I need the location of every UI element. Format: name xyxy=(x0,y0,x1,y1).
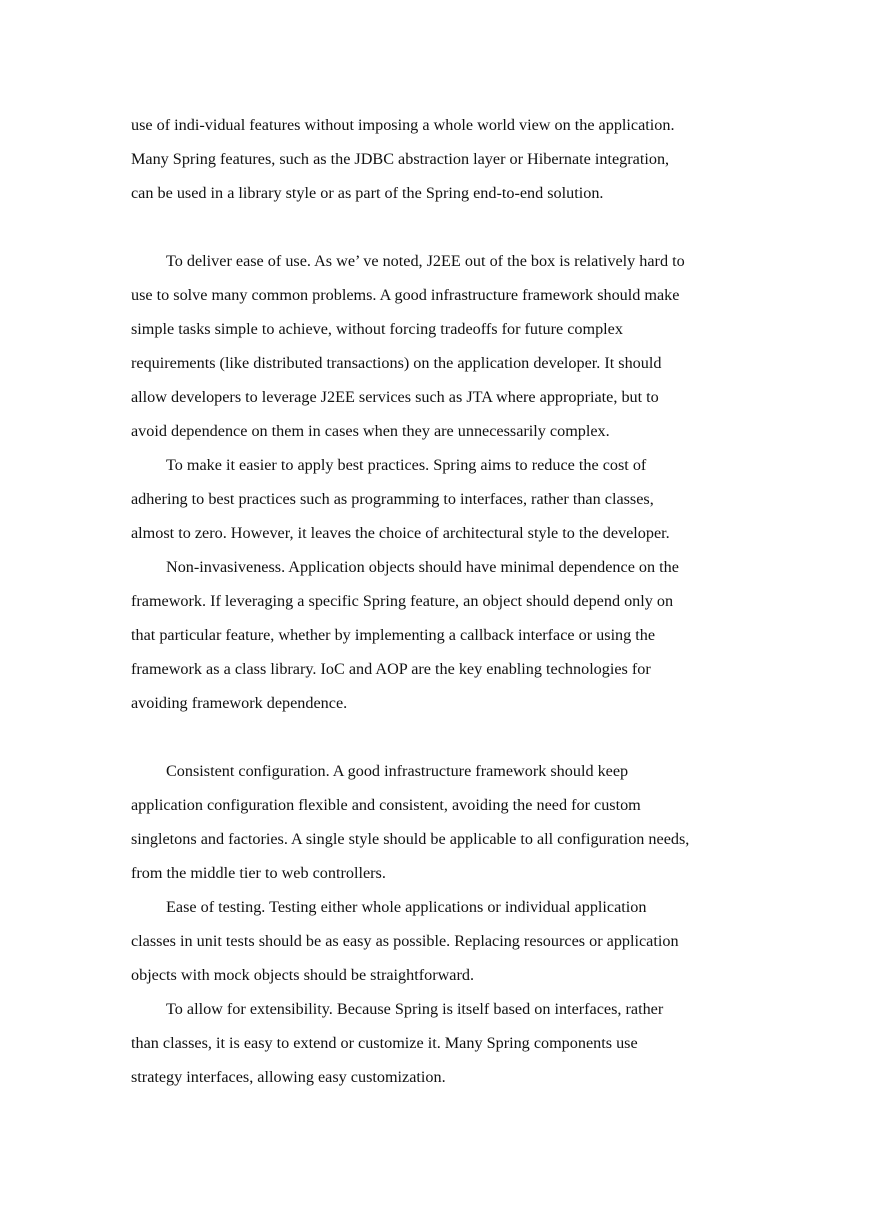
text-line: framework. If leveraging a specific Spring feature, an object should depend only on xyxy=(131,592,674,610)
text-line: that particular feature, whether by implementing a callback interface or using the xyxy=(131,626,656,644)
text-line: framework as a class library. IoC and AOP are the key enabling technologies for xyxy=(131,660,651,678)
text-line: application configuration flexible and consistent, avoiding the need for custom xyxy=(131,796,641,814)
paragraph xyxy=(131,550,741,720)
text-line: use to solve many common problems. A good infrastructure framework should make xyxy=(131,286,680,304)
text-line: almost to zero. However, it leaves the choice of architectural style to the developer. xyxy=(131,524,670,542)
text-line: avoid dependence on them in cases when they are unnecessarily complex. xyxy=(131,422,610,440)
text-line: Consistent configuration. A good infrastructure framework should keep xyxy=(166,762,629,780)
text-line: Non-invasiveness. Application objects should have minimal dependence on the xyxy=(166,558,679,576)
document-body xyxy=(131,108,741,1094)
paragraph-spacer xyxy=(131,720,741,754)
text-line: Ease of testing. Testing either whole applications or individual application xyxy=(166,898,647,916)
text-line: To make it easier to apply best practices. Spring aims to reduce the cost of xyxy=(166,456,647,474)
paragraph xyxy=(131,448,741,550)
paragraph xyxy=(131,992,741,1094)
paragraph xyxy=(131,754,741,890)
text-line: can be used in a library style or as part of the Spring end-to-end solution. xyxy=(131,184,604,202)
text-line: To allow for extensibility. Because Spring is itself based on interfaces, rather xyxy=(166,1000,664,1018)
text-line: avoiding framework dependence. xyxy=(131,694,348,712)
text-line: adhering to best practices such as programming to interfaces, rather than classes, xyxy=(131,490,654,508)
paragraph xyxy=(131,890,741,992)
text-line: allow developers to leverage J2EE services such as JTA where appropriate, but to xyxy=(131,388,659,406)
text-line: than classes, it is easy to extend or customize it. Many Spring components use xyxy=(131,1034,638,1052)
text-line: singletons and factories. A single style should be applicable to all configuration needs, xyxy=(131,830,690,848)
text-line: requirements (like distributed transactions) on the application developer. It should xyxy=(131,354,662,372)
paragraph xyxy=(131,108,741,210)
text-line: simple tasks simple to achieve, without forcing tradeoffs for future complex xyxy=(131,320,623,338)
text-line: use of indi-vidual features without imposing a whole world view on the application. xyxy=(131,116,675,134)
paragraph xyxy=(131,244,741,448)
text-line: To deliver ease of use. As we’ ve noted, J2EE out of the box is relatively hard to xyxy=(166,252,685,270)
paragraph-spacer xyxy=(131,210,741,244)
text-line: objects with mock objects should be straightforward. xyxy=(131,966,475,984)
text-line: strategy interfaces, allowing easy customization. xyxy=(131,1068,446,1086)
text-line: Many Spring features, such as the JDBC abstraction layer or Hibernate integration, xyxy=(131,150,670,168)
text-line: from the middle tier to web controllers. xyxy=(131,864,386,882)
text-line: classes in unit tests should be as easy as possible. Replacing resources or application xyxy=(131,932,679,950)
